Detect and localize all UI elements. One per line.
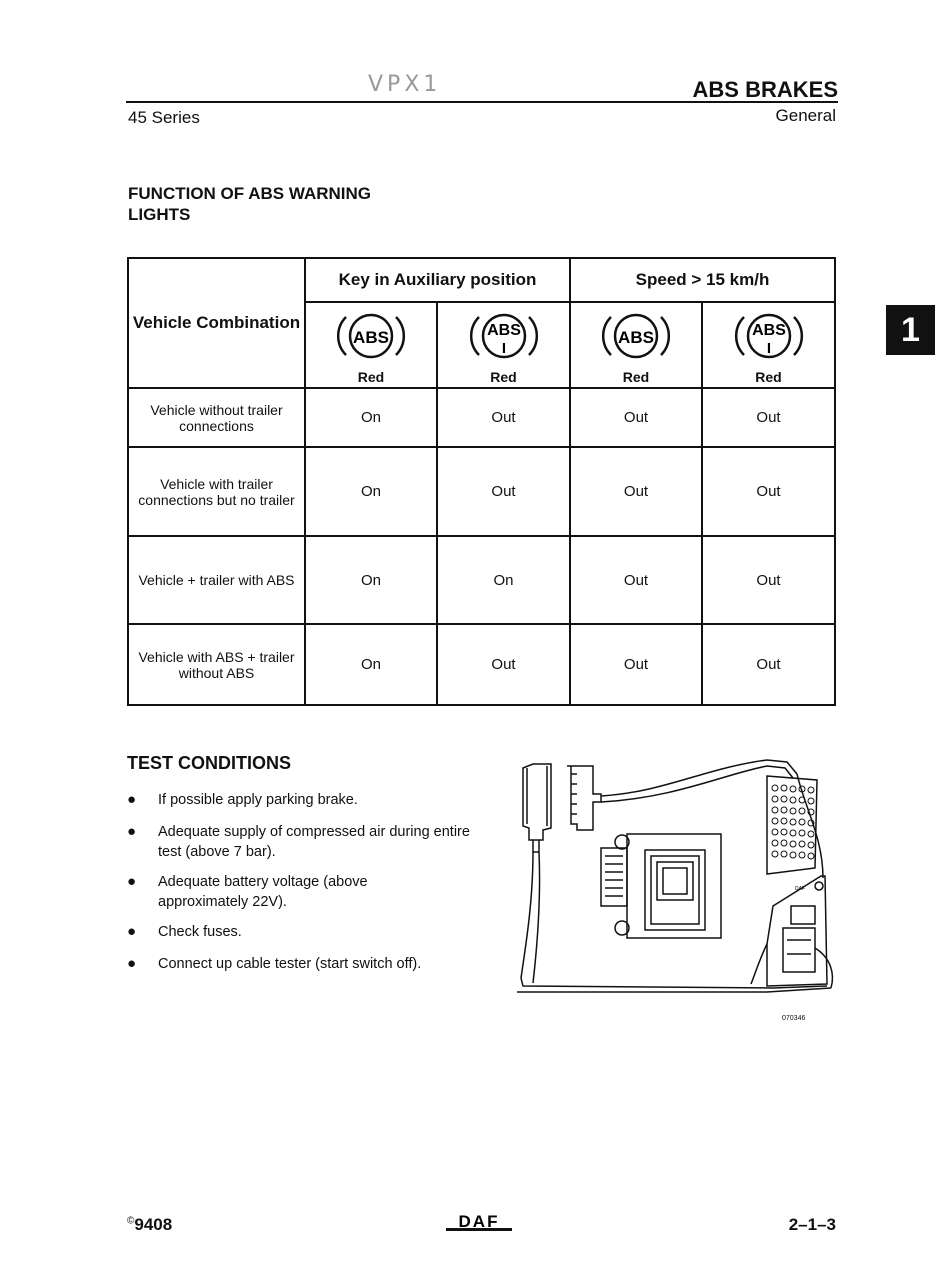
copyright-symbol: © xyxy=(127,1215,135,1227)
bullet-icon: ● xyxy=(127,791,137,808)
daf-logo-text: DAF xyxy=(458,1213,500,1231)
lamp-header-3 xyxy=(570,302,702,388)
list-item: ● Connect up cable tester (start switch off). xyxy=(127,955,422,972)
lamp-header-1 xyxy=(305,302,437,388)
bullet-icon: ● xyxy=(127,823,137,840)
lamp-state: On xyxy=(437,536,570,624)
issue-code xyxy=(127,1215,172,1235)
list-item: ● If possible apply parking brake. xyxy=(127,791,358,808)
table-row xyxy=(128,536,835,624)
lamp-state: Out xyxy=(702,447,835,536)
list-item: ● Adequate supply of compressed air during entire test (above 7 bar). xyxy=(127,823,470,860)
lamp-state: On xyxy=(305,536,437,624)
lamp-state: Out xyxy=(437,624,570,705)
bullet-icon: ● xyxy=(127,873,137,890)
table-row xyxy=(128,624,835,705)
figure-reference: 070346 xyxy=(782,1015,806,1022)
key-auxiliary-header: Key in Auxiliary position xyxy=(305,258,570,302)
lamp-colour: Red xyxy=(357,369,385,385)
abs-warning-lamp-icon xyxy=(336,309,406,363)
issue-code-text: 9408 xyxy=(134,1215,173,1234)
bullet-icon: ● xyxy=(127,955,137,972)
list-item: ● Check fuses. xyxy=(127,923,242,940)
daf-logo xyxy=(446,1213,512,1233)
lamp-state: On xyxy=(305,447,437,536)
lamp-state: Out xyxy=(702,388,835,447)
lamp-symbol-text: ABS xyxy=(353,328,389,347)
lamp-state: Out xyxy=(570,624,702,705)
abs-trailer-warning-lamp-icon xyxy=(734,309,804,363)
page-number: 2–1–3 xyxy=(788,1215,836,1234)
row-label: Vehicle + trailer with ABS xyxy=(128,536,305,624)
lamp-state: Out xyxy=(702,536,835,624)
lamp-state: Out xyxy=(570,536,702,624)
lamp-symbol-text: ABS xyxy=(618,328,654,347)
bullet-icon: ● xyxy=(127,923,137,940)
chapter-tab: 1 xyxy=(886,305,935,355)
abs-warning-lamp-icon xyxy=(601,309,671,363)
handheld-tester xyxy=(767,876,827,986)
lamp-state: Out xyxy=(437,388,570,447)
lamp-symbol-text: ABS xyxy=(751,322,786,339)
lamp-state: Out xyxy=(570,388,702,447)
lamp-state: Out xyxy=(570,447,702,536)
lamp-state: On xyxy=(305,388,437,447)
lamp-state: Out xyxy=(437,447,570,536)
abs-warning-light-table xyxy=(127,257,836,706)
lamp-colour: Red xyxy=(622,369,650,385)
series-label: 45 Series xyxy=(128,108,200,127)
lamp-header-4 xyxy=(702,302,835,388)
list-item: ● Adequate battery voltage (above approximately 22V). xyxy=(127,873,368,910)
lamp-symbol-text: ABS xyxy=(486,322,521,339)
row-label: Vehicle without trailer connections xyxy=(128,388,305,447)
test-conditions-list xyxy=(127,790,487,974)
section-heading-warning-lights: FUNCTION OF ABS WARNING LIGHTS xyxy=(128,184,372,224)
lamp-colour: Red xyxy=(490,369,517,385)
lamp-symbol-sub: I xyxy=(766,340,771,357)
table-row xyxy=(128,447,835,536)
page-title: ABS BRAKES xyxy=(692,77,838,102)
plug-connector-right xyxy=(567,766,601,830)
cable-tester-connection-diagram xyxy=(505,748,840,998)
lamp-state: On xyxy=(305,624,437,705)
lamp-state: Out xyxy=(702,624,835,705)
vehicle-combination-header: Vehicle Combination xyxy=(128,258,305,388)
lamp-colour: Red xyxy=(755,369,782,385)
row-label: Vehicle with ABS + trailer without ABS xyxy=(128,624,305,705)
section-label: General xyxy=(775,106,836,125)
header-divider xyxy=(126,101,838,103)
lamp-symbol-sub: I xyxy=(501,340,506,357)
row-label: Vehicle with trailer connections but no trailer xyxy=(128,447,305,536)
tester-brand-label: DAF xyxy=(795,886,805,892)
speed-header: Speed > 15 km/h xyxy=(570,258,835,302)
handwritten-mark: VPX1 xyxy=(368,72,442,97)
lamp-header-2 xyxy=(437,302,570,388)
table-row xyxy=(128,388,835,447)
abs-trailer-warning-lamp-icon xyxy=(469,309,539,363)
section-heading-test-conditions: TEST CONDITIONS xyxy=(127,753,292,773)
